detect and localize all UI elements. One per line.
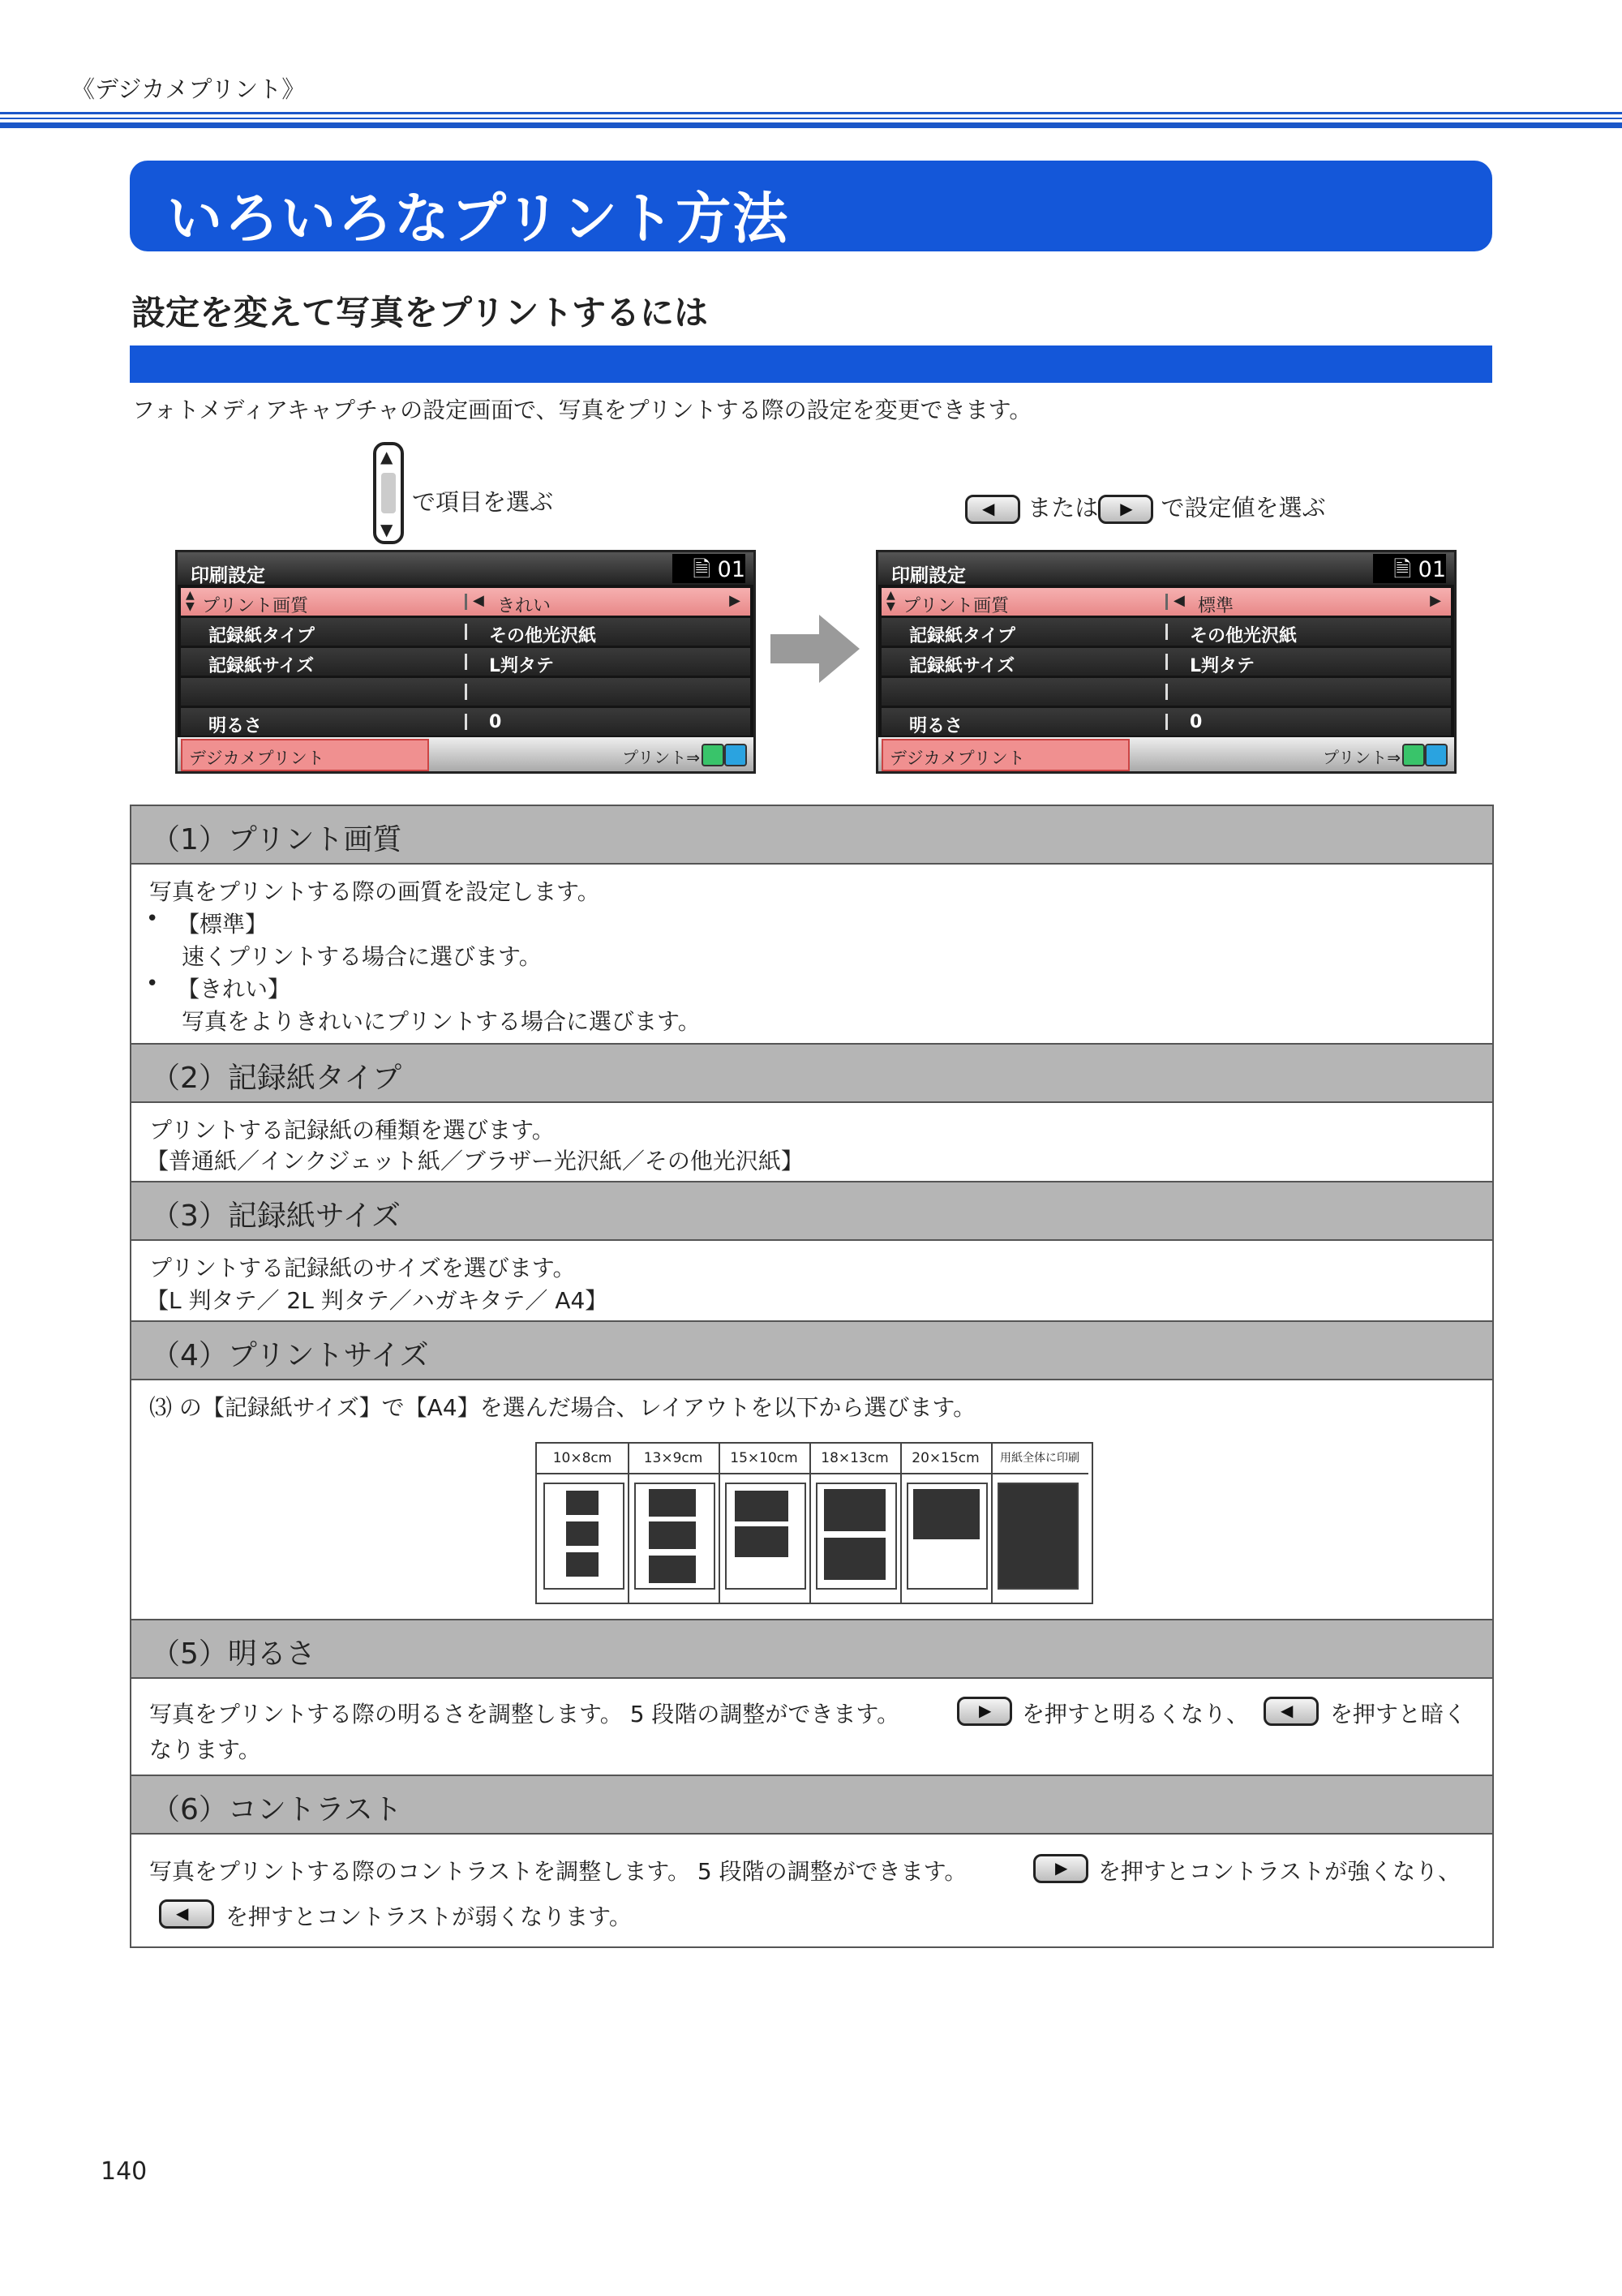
bullet-icon: • <box>146 907 159 931</box>
right-key-icon: ▶ <box>1098 495 1153 524</box>
start-color-icon <box>1425 744 1448 766</box>
lcd-row-paper-size: 記録紙サイズ L判タテ <box>181 648 750 676</box>
lcd-row-empty <box>882 678 1451 706</box>
lcd-print-hint: プリント⇒ <box>622 748 700 767</box>
title-bar <box>130 345 1492 383</box>
updown-icon: ▲ ▼ <box>886 589 895 613</box>
updown-icon: ▲ ▼ <box>186 589 195 613</box>
layout-10x8: 10×8cm <box>537 1444 629 1603</box>
left-key-icon: ◀ <box>159 1899 214 1929</box>
start-color-icon <box>724 744 747 766</box>
lcd-screen-before <box>175 550 756 774</box>
lcd-row-brightness: 明るさ 0 <box>882 708 1451 736</box>
layout-13x9: 13×9cm <box>628 1444 720 1603</box>
lcd-row-paper-size: 記録紙サイズ L判タテ <box>882 648 1451 676</box>
section-head-paper-size: （3）記録紙サイズ <box>130 1181 1494 1241</box>
section-head-paper-type: （2）記録紙タイプ <box>130 1043 1494 1103</box>
section-title: 設定を変えて写真をプリントするには <box>131 293 709 333</box>
lcd-mode: デジカメプリント <box>181 739 429 771</box>
copies-icon: 🗎 <box>693 557 718 582</box>
lcd-row-paper-type: 記録紙タイプ その他光沢紙 <box>882 618 1451 646</box>
right-key-icon: ▶ <box>957 1697 1012 1726</box>
right-arrow-icon: ▶ <box>1430 592 1441 609</box>
section-head-print-size: （4）プリントサイズ <box>130 1320 1494 1380</box>
page-number: 140 <box>101 2157 148 2186</box>
lcd-copies: 🗎 01 <box>672 554 745 583</box>
section-body-paper-type: プリントする記録紙の種類を選びます。 【普通紙／インクジェット紙／ブラザー光沢紙／その他光沢紙】 <box>130 1101 1494 1182</box>
section-body-print-size: ⑶ の【記録紙サイズ】で【A4】を選んだ場合、レイアウトを以下から選びます。 <box>130 1379 1494 1620</box>
left-arrow-icon: ◀ <box>473 592 484 609</box>
section-body-brightness: 写真をプリントする際の明るさを調整します。 5 段階の調整ができます。 ▶ を押すと明るくなり、 ◀ を押すと暗く なります。 <box>130 1677 1494 1776</box>
or-text: または <box>1028 494 1099 521</box>
left-arrow-icon: ◀ <box>1174 592 1185 609</box>
arrow-right-icon <box>770 615 860 683</box>
bullet-icon: • <box>146 972 159 996</box>
copies-icon: 🗎 <box>1393 557 1418 582</box>
section-body-paper-size: プリントする記録紙のサイズを選びます。 【L 判タテ／ 2L 判タテ／ハガキタテ／ A4】 <box>130 1239 1494 1322</box>
right-arrow-icon: ▶ <box>729 592 740 609</box>
left-key-icon: ◀ <box>965 495 1020 524</box>
updown-key-icon: ▲ ▼ <box>373 442 404 544</box>
section-head-brightness: （5）明るさ <box>130 1619 1494 1679</box>
start-mono-icon <box>702 744 724 766</box>
section-body-contrast: 写真をプリントする際のコントラストを調整します。 5 段階の調整ができます。 ▶ を押すとコントラストが強くなり、 ◀ を押すとコントラストが弱くなります。 <box>130 1833 1494 1948</box>
section-body-quality: 写真をプリントする際の画質を設定します。 • 【標準】 速くプリントする場合に選びます。 • 【きれい】 写真をよりきれいにプリントする場合に選びます。 <box>130 863 1494 1045</box>
lcd-row-empty <box>181 678 750 706</box>
layout-18x13: 18×13cm <box>809 1444 902 1603</box>
section-head-quality: （1）プリント画質 <box>130 805 1494 865</box>
lcd-screen-after <box>876 550 1457 774</box>
left-key-icon: ◀ <box>1264 1697 1319 1726</box>
lcd-title: 印刷設定 <box>191 565 265 586</box>
start-mono-icon <box>1402 744 1425 766</box>
section-header: 《デジカメプリント》 <box>71 75 306 103</box>
leftright-hint-text: で設定値を選ぶ <box>1161 494 1326 521</box>
lcd-row-brightness: 明るさ 0 <box>181 708 750 736</box>
chapter-banner <box>130 161 1492 251</box>
lcd-row-paper-type: 記録紙タイプ その他光沢紙 <box>181 618 750 646</box>
intro-text: フォトメディアキャプチャの設定画面で、写真をプリントする際の設定を変更できます。 <box>132 397 1032 423</box>
lcd-row-quality: ▲ ▼ プリント画質 ◀ きれい ▶ <box>181 588 750 616</box>
layout-15x10: 15×10cm <box>719 1444 811 1603</box>
section-head-contrast: （6）コントラスト <box>130 1775 1494 1835</box>
lcd-copies: 🗎 01 <box>1373 554 1446 583</box>
lcd-mode: デジカメプリント <box>882 739 1130 771</box>
layout-options <box>535 1442 1093 1604</box>
lcd-row-quality: ▲ ▼ プリント画質 ◀ 標準 ▶ <box>882 588 1451 616</box>
lcd-title: 印刷設定 <box>891 565 966 586</box>
layout-full: 用紙全体に印刷 <box>991 1444 1088 1603</box>
right-key-icon: ▶ <box>1033 1854 1088 1883</box>
chapter-title: いろいろなプリント方法 <box>167 187 790 251</box>
header-rule <box>0 112 1622 128</box>
lcd-print-hint: プリント⇒ <box>1323 748 1401 767</box>
leftright-hint <box>965 490 1325 524</box>
updown-hint-text: で項目を選ぶ <box>412 488 554 516</box>
layout-20x15: 20×15cm <box>900 1444 993 1603</box>
